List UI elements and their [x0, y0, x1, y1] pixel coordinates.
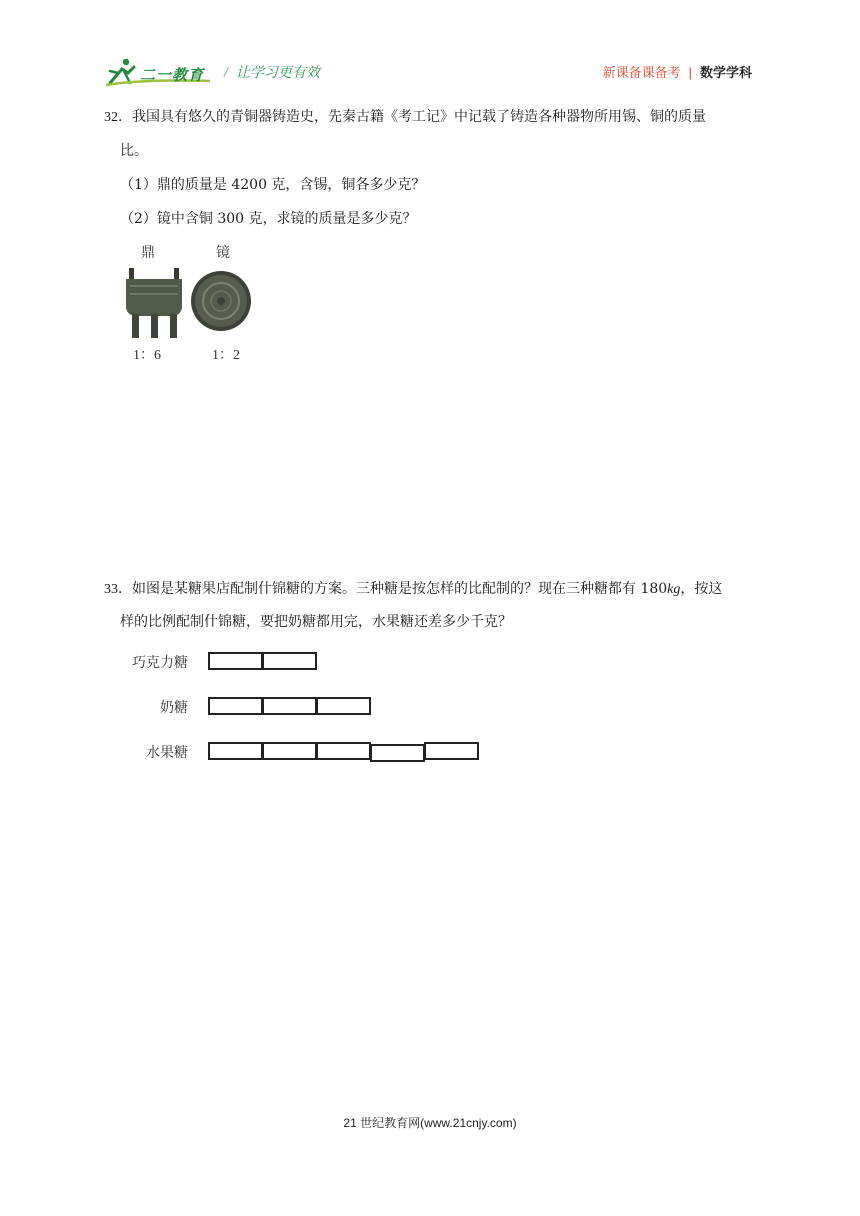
candy-label-fruit: 水果糖 — [146, 745, 188, 761]
footer-text: 21 世纪教育网(www.21cnjy.com) — [343, 1116, 517, 1130]
q33-number: 33． — [104, 582, 132, 597]
q32-part2: （2）镜中含铜 300 克，求镜的质量是多少克？ — [120, 211, 417, 227]
candy-label-milk: 奶糖 — [160, 700, 188, 716]
candy-segment — [262, 697, 317, 715]
bronze-ding-icon — [122, 266, 186, 340]
slogan: / 让学习更有效 — [224, 64, 320, 80]
q32-line1 — [104, 108, 706, 127]
header-label: 新课备课备考 — [602, 65, 681, 80]
slogan-text: 让学习更有效 — [235, 64, 320, 80]
q32-line2: 比。 — [120, 143, 148, 159]
candy-segment — [208, 742, 263, 760]
ding-ratio: 1：6 — [133, 348, 161, 363]
candy-segment — [262, 742, 317, 760]
logo-text: 二一教育 — [140, 67, 205, 84]
candy-segment — [208, 652, 263, 670]
candy-segment — [370, 744, 425, 762]
candy-label-chocolate: 巧克力糖 — [132, 655, 188, 671]
header-divider: | — [688, 65, 692, 80]
bronze-mirror-icon — [190, 270, 252, 332]
q33-line1 — [104, 580, 722, 599]
jing-ratio: 1：2 — [212, 348, 240, 363]
q33-line1-tail: ，按这 — [680, 581, 723, 597]
q32-part1: （1）鼎的质量是 4200 克，含锡，铜各多少克？ — [120, 177, 426, 193]
jing-label: 镜 — [216, 245, 230, 261]
q32-line1-text: 我国具有悠久的青铜器铸造史，先秦古籍《考工记》中记载了铸造各种器物所用锡、铜的质量 — [132, 109, 706, 125]
header-subject: 数学学科 — [699, 65, 752, 80]
q33-line2: 样的比例配制什锦糖，要把奶糖都用完，水果糖还差多少千克？ — [120, 614, 512, 630]
q33-unit: kg — [667, 582, 681, 597]
candy-segment — [424, 742, 479, 760]
header-right — [603, 62, 752, 81]
candy-segment — [316, 697, 371, 715]
q33-line1-text: 如图是某糖果店配制什锦糖的方案。三种糖是按怎样的比配制的？现在三种糖都有 180 — [132, 581, 668, 597]
q32-number: 32． — [104, 110, 132, 125]
candy-segment — [262, 652, 317, 670]
candy-segment — [208, 697, 263, 715]
ding-label: 鼎 — [141, 245, 155, 261]
candy-segment — [316, 742, 371, 760]
